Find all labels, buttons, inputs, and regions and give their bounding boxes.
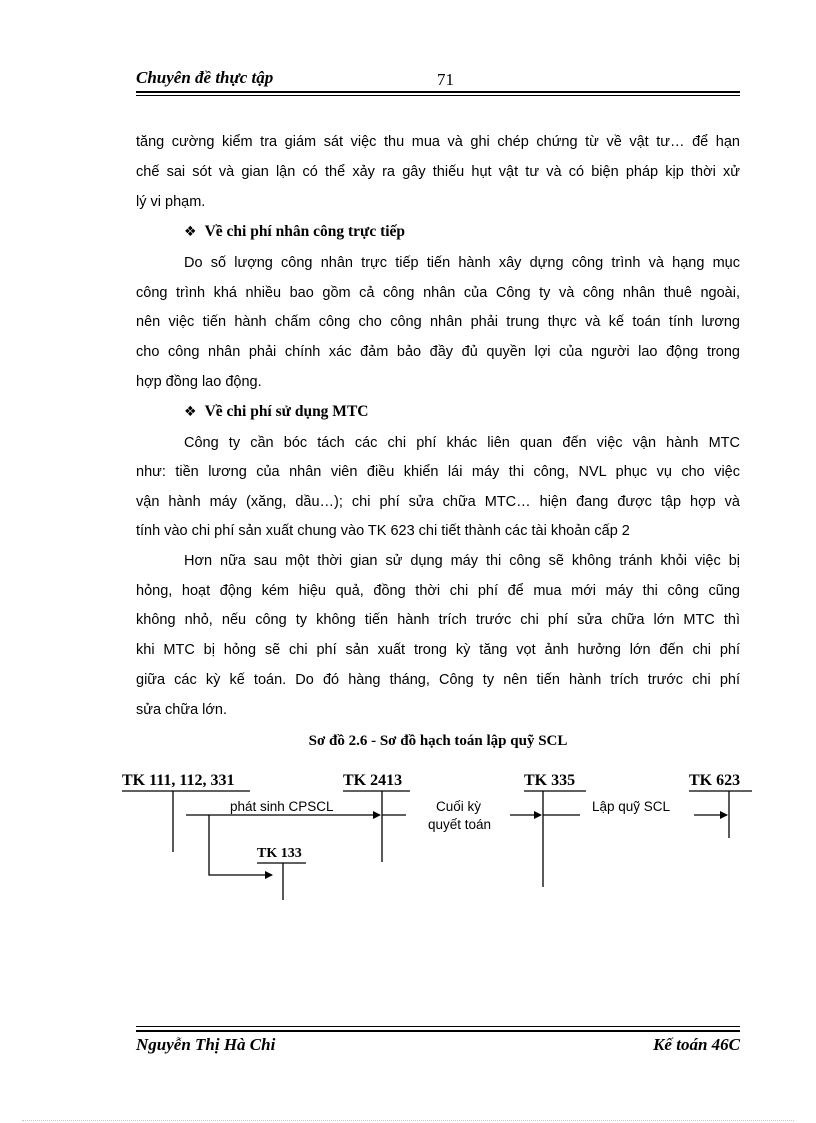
paragraph-line: hỏng, hoạt động kém hiệu quả, đồng thời chi phí để mua mới máy thi công cũng [136, 583, 740, 599]
page-number: 71 [437, 70, 454, 89]
paragraph-line: như: tiền lương của nhân viên điều khiển lái máy thi công, NVL phục vụ cho việc [136, 464, 740, 480]
paragraph-line: cho công nhân phải chính xác đảm bảo đầy đủ quyền lợi của người lao động trong [136, 344, 740, 360]
diagram-title: Sơ đồ 2.6 - Sơ đồ hạch toán lập quỹ SCL [308, 733, 568, 749]
paragraph-line: chế sai sót và gian lận có thể xảy ra gây thiếu hụt vật tư và có biện pháp kịp thời xử [136, 164, 740, 180]
label-cuoi-ky: Cuối kỳ [436, 799, 482, 814]
arrow-tk111-to-tk133 [209, 815, 272, 875]
account-tk335: TK 335 [524, 772, 576, 789]
account-tk111: TK 111, 112, 331 [122, 772, 235, 789]
section-heading-text: Về chi phí nhân công trực tiếp [204, 223, 406, 240]
label-phat-sinh: phát sinh CPSCL [230, 799, 334, 814]
paragraph-line: công trình khá nhiều bao gồm cả công nhân của Công ty và công nhân thuê ngoài, [136, 285, 740, 301]
paragraph-line: vận hành máy (xăng, dầu…); chi phí sửa chữa MTC… hiện đang được tập hợp và [136, 494, 740, 510]
account-tk133: TK 133 [257, 846, 302, 861]
footer-class: Kế toán 46C [653, 1035, 740, 1054]
label-lap-quy: Lập quỹ SCL [592, 799, 671, 814]
paragraph-line: hợp đồng lao động. [136, 374, 262, 390]
paragraph-line: Do số lượng công nhân trực tiếp tiến hành xây dựng công trình và hạng mục [184, 255, 740, 271]
paragraph-line: tăng cường kiểm tra giám sát việc thu mua và ghi chép chứng từ về vật tư… để hạn [136, 134, 740, 150]
footer-rule-thin [136, 1026, 740, 1027]
paragraph-line: Công ty cần bóc tách các chi phí khác liên quan đến việc vận hành MTC [184, 435, 740, 451]
paragraph-line: Hơn nữa sau một thời gian sử dụng máy thi công sẽ không tránh khỏi việc bị [184, 553, 740, 569]
paragraph-line: sửa chữa lớn. [136, 702, 227, 718]
paragraph-line: khi MTC bị hỏng sẽ chi phí sản xuất trong kỳ tăng vọt ảnh hưởng lớn đến chi phí [136, 642, 740, 658]
paragraph-line: nên việc tiến hành chấm công cho công nhân phải trung thực và kế toán tính lương [136, 314, 740, 330]
footer-rule-thick [136, 1030, 740, 1032]
diamond-bullet-icon: ❖ [184, 224, 197, 240]
account-tk2413: TK 2413 [343, 772, 403, 789]
header-title: Chuyên đề thực tập [136, 68, 274, 87]
diamond-bullet-icon: ❖ [184, 404, 197, 420]
account-tk623: TK 623 [689, 772, 741, 789]
footer-author: Nguyễn Thị Hà Chi [136, 1035, 276, 1054]
paragraph-line: lý vi phạm. [136, 194, 206, 210]
paragraph-line: giữa các kỳ kế toán. Do đó hàng tháng, Công ty nên tiến hành trích trước chi phí [136, 672, 740, 688]
paragraph-line: tính vào chi phí sản xuất chung vào TK 623 chi tiết thành các tài khoản cấp 2 [136, 523, 630, 539]
label-quyet-toan: quyết toán [428, 817, 492, 832]
paragraph-line: không nhỏ, nếu công ty không tiến hành trích trước chi phí sửa chữa lớn MTC thì [136, 612, 740, 628]
page-bottom-border [22, 1120, 794, 1121]
section-heading-text: Về chi phí sử dụng MTC [204, 403, 369, 420]
